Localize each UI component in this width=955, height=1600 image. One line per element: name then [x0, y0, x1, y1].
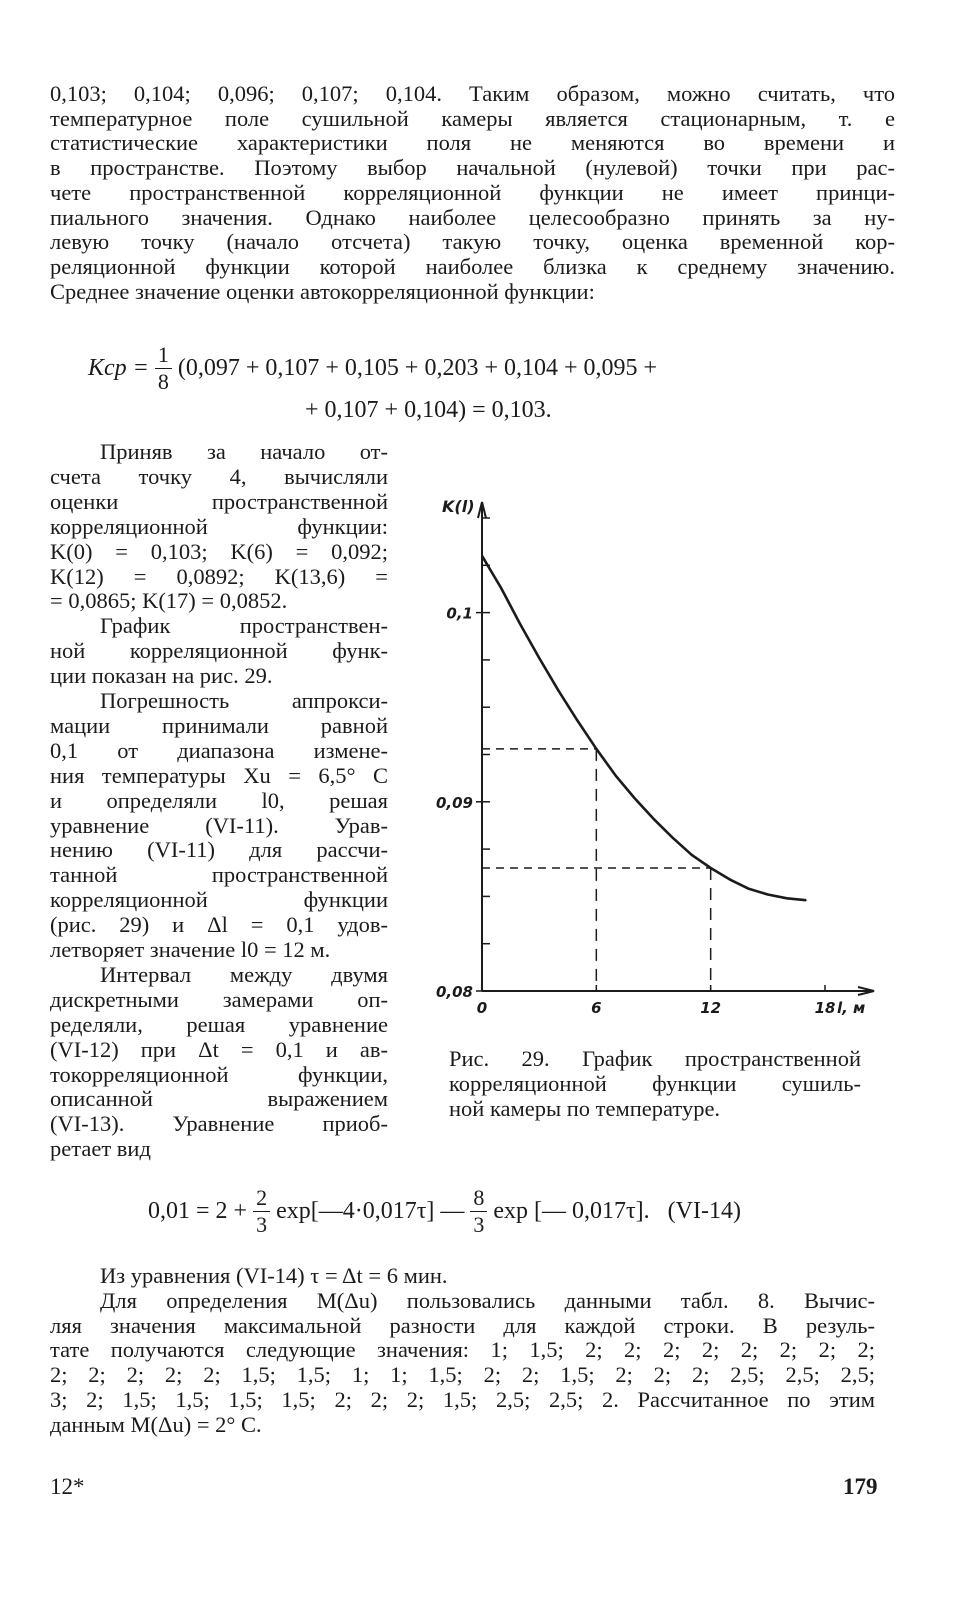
text-line: ределяли, решая уравнение	[50, 1011, 388, 1037]
text-line: летворяет значение l0 = 12 м.	[50, 937, 331, 962]
data-point	[748, 888, 750, 890]
data-point	[596, 748, 598, 750]
text-line: ной корреляционной функ-	[50, 638, 388, 664]
text-line: ретает вид	[50, 1136, 151, 1162]
fraction-numerator: 8	[470, 1185, 487, 1212]
data-point	[481, 555, 483, 557]
text-line: токорреляционной функции,	[50, 1061, 388, 1087]
text-line: = 0,0865; K(17) = 0,0852.	[50, 588, 288, 614]
text-line: корреляционной функции	[50, 887, 388, 913]
text-line: описанной выражением	[50, 1086, 388, 1112]
data-point	[576, 720, 578, 722]
data-point	[519, 623, 521, 625]
data-point	[767, 894, 769, 896]
y-tick-label: 0,1	[446, 604, 473, 623]
text-line: ной камеры по температуре.	[449, 1096, 721, 1121]
fraction-denominator: 3	[473, 1212, 485, 1237]
data-point	[672, 837, 674, 839]
text-line: температурное поле сушильной камеры является стационарным, т. е	[50, 105, 895, 131]
data-point	[729, 879, 731, 881]
y-tick-label: 0,09	[435, 793, 473, 812]
y-tick-label: 0,08	[435, 983, 473, 1001]
text-line: K(0) = 0,103; K(6) = 0,092;	[50, 538, 388, 564]
formula-kcp-terms: (0,097 + 0,107 + 0,105 + 0,203 + 0,104 + 0,095 +	[177, 355, 658, 381]
text-line: Рис. 29. График пространственной	[449, 1046, 861, 1071]
x-tick-label: 0	[476, 999, 488, 1017]
text-line: График пространствен-	[100, 613, 388, 639]
formula-vi14-tail: exp [— 0,017τ].	[493, 1198, 650, 1224]
equation-number: (VI-14)	[667, 1198, 741, 1224]
text-line: нению (VI-11) для рассчи-	[50, 837, 388, 863]
data-point	[710, 867, 712, 869]
formula-vi14-middle: exp[—4·0,017τ] —	[276, 1198, 465, 1224]
text-line: корреляционной функции сушиль-	[449, 1071, 861, 1096]
text-line: (VI-12) при Δt = 0,1 и ав-	[50, 1036, 388, 1062]
text-line: тате получаются следующие значения: 1; 1,5; 2; 2; 2; 2; 2; 2; 2; 2;	[50, 1337, 875, 1363]
formula-vi14-fraction-1	[253, 1185, 270, 1238]
data-point	[500, 587, 502, 589]
data-point	[786, 897, 788, 899]
data-point	[691, 854, 693, 856]
text-line: 3; 2; 1,5; 1,5; 1,5; 1,5; 2; 2; 2; 1,5; 2,5; 2,5; 2. Рассчитанное по этим	[50, 1387, 875, 1412]
x-tick-label: 12	[700, 999, 722, 1017]
text-line: 0,1 от диапазона измене-	[50, 737, 388, 763]
text-line: уравнение (VI-11). Урав-	[50, 812, 388, 838]
data-point	[557, 689, 559, 691]
fraction-numerator: 1	[155, 342, 172, 369]
signature-mark: 12*	[50, 1474, 85, 1499]
text-line: счета точку 4, вычисляли	[50, 463, 388, 489]
text-line: Приняв за начало от-	[100, 439, 388, 464]
formula-vi14-fraction-2	[470, 1185, 487, 1238]
text-line: реляционной функции которой наиболее близка к среднему значению.	[50, 253, 895, 279]
text-line: (VI-13). Уравнение приоб-	[50, 1111, 388, 1137]
formula-vi14-lhs: 0,01 = 2 +	[148, 1198, 248, 1224]
text-line: K(12) = 0,0892; K(13,6) =	[50, 563, 388, 589]
text-line: (рис. 29) и Δl = 0,1 удов-	[50, 912, 388, 938]
data-point	[538, 657, 540, 659]
y-axis-label: K(l)	[442, 497, 475, 516]
text-line: левую точку (начало отсчета) такую точку, оценка временной кор-	[50, 229, 895, 255]
data-point	[615, 775, 617, 777]
text-line: пиального значения. Однако наиболее целесообразно принять за ну-	[50, 204, 895, 230]
formula-kcp-line2	[305, 397, 552, 424]
data-point	[805, 899, 807, 901]
text-line: и определяли l0, решая	[50, 787, 388, 813]
text-line: Из уравнения (VI-14) τ = Δt = 6 мин.	[100, 1263, 448, 1288]
formula-vi14	[148, 1185, 741, 1238]
text-line: мации принимали равной	[50, 712, 388, 738]
text-line: ния температуры Xu = 6,5° C	[50, 762, 388, 788]
formula-kcp-fraction	[155, 342, 172, 395]
text-line: Среднее значение оценки автокорреляционной функции:	[50, 278, 595, 304]
formula-kcp-lhs: Kср =	[88, 355, 149, 381]
correlation-chart	[430, 488, 890, 1028]
page-number: 179	[843, 1474, 878, 1499]
text-line: 0,103; 0,104; 0,096; 0,107; 0,104. Таким образом, можно считать, что	[50, 81, 895, 106]
text-line: танной пространственной	[50, 862, 388, 888]
text-line: ции показан на рис. 29.	[50, 663, 273, 689]
x-tick-label: 18	[814, 999, 836, 1017]
text-line: 2; 2; 2; 2; 2; 1,5; 1,5; 1; 1; 1,5; 2; 2; 1,5; 2; 2; 2; 2,5; 2,5; 2,5;	[50, 1362, 875, 1388]
data-point	[653, 818, 655, 820]
text-line: статистические характеристики поля не меняются во времени и	[50, 130, 895, 156]
formula-kcp-line1	[88, 342, 657, 395]
text-line: ляя значения максимальной разности для каждой строки. В резуль-	[50, 1312, 875, 1338]
text-line: данным M(Δu) = 2° C.	[50, 1411, 262, 1437]
text-line: Интервал между двумя	[100, 961, 388, 987]
x-axis-label: l, м	[837, 999, 866, 1017]
data-point	[634, 797, 636, 799]
text-line: корреляционной функции:	[50, 513, 388, 539]
formula-kcp-continuation: + 0,107 + 0,104) = 0,103.	[305, 397, 552, 423]
text-line: оценки пространственной	[50, 488, 388, 514]
text-line: Погрешность аппрокси-	[100, 688, 388, 713]
text-line: дискретными замерами оп-	[50, 986, 388, 1012]
fraction-numerator: 2	[253, 1185, 270, 1212]
fraction-denominator: 3	[256, 1212, 268, 1237]
x-tick-label: 6	[591, 999, 602, 1017]
text-line: чете пространственной корреляционной функции не имеет принци-	[50, 179, 895, 205]
text-line: в пространстве. Поэтому выбор начальной (нулевой) точки при рас-	[50, 155, 895, 181]
fraction-denominator: 8	[157, 369, 169, 394]
text-line: Для определения M(Δu) пользовались данными табл. 8. Вычис-	[100, 1287, 875, 1313]
series-line	[482, 556, 806, 900]
